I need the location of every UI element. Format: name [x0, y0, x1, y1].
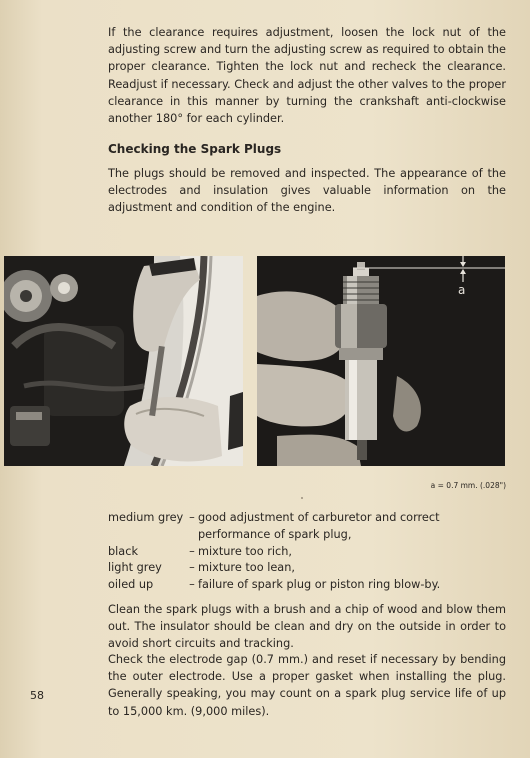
condition-term: medium grey [108, 511, 184, 524]
condition-term: oiled up [108, 578, 154, 592]
condition-dash: – [189, 544, 195, 558]
condition-row [108, 577, 508, 594]
condition-row [108, 544, 508, 561]
condition-description: good adjustment of carburetor and correct performance of spark plug, [198, 511, 440, 541]
condition-list [108, 510, 508, 594]
condition-dash: – [189, 511, 195, 524]
condition-term: black [108, 544, 138, 558]
condition-term: light grey [108, 561, 162, 575]
condition-description: mixture too rich, [198, 544, 292, 558]
gap-label: a [458, 283, 466, 297]
page-number: 58 [30, 689, 44, 702]
condition-dash: – [189, 561, 195, 575]
condition-row [108, 560, 508, 577]
adjustment-paragraph: If the clearance requires adjustment, loosen the lock nut of the adjusting screw and turn the adjusting screw as required to obtain the proper clearance. Tighten the lock nut and recheck the clearance. Readjust if necessary. Check and adjust the other valves to the proper clearance in this manner by turning the crankshaft anti-clockwise another 180° for each cylinder. [108, 26, 506, 126]
engine-photo [4, 256, 243, 466]
figure-caption: a = 0.7 mm. (.028") [430, 481, 506, 490]
condition-description: mixture too lean, [198, 561, 295, 575]
intro-paragraph: The plugs should be removed and inspected. The appearance of the electrodes and insulation gives valuable information on the adjustment and condition of the engine. [108, 167, 506, 215]
paper-speck [301, 497, 303, 499]
condition-dash: – [189, 578, 195, 592]
condition-description: failure of spark plug or piston ring blow-by. [198, 578, 441, 592]
spark-plug-photo [257, 256, 505, 466]
gap-paragraph: Check the electrode gap (0.7 mm.) and reset if necessary by bending the outer electrode. Use a proper gasket when installing the plug. Generally speaking, you may count on a spark plug service life of up to 15,000 km. (9,000 miles). [108, 653, 506, 718]
condition-row [108, 510, 508, 544]
cleaning-paragraph: Clean the spark plugs with a brush and a chip of wood and blow them out. The insulator should be clean and dry on the outside in order to avoid short circuits and tracking. [108, 603, 506, 651]
section-heading: Checking the Spark Plugs [108, 142, 282, 156]
